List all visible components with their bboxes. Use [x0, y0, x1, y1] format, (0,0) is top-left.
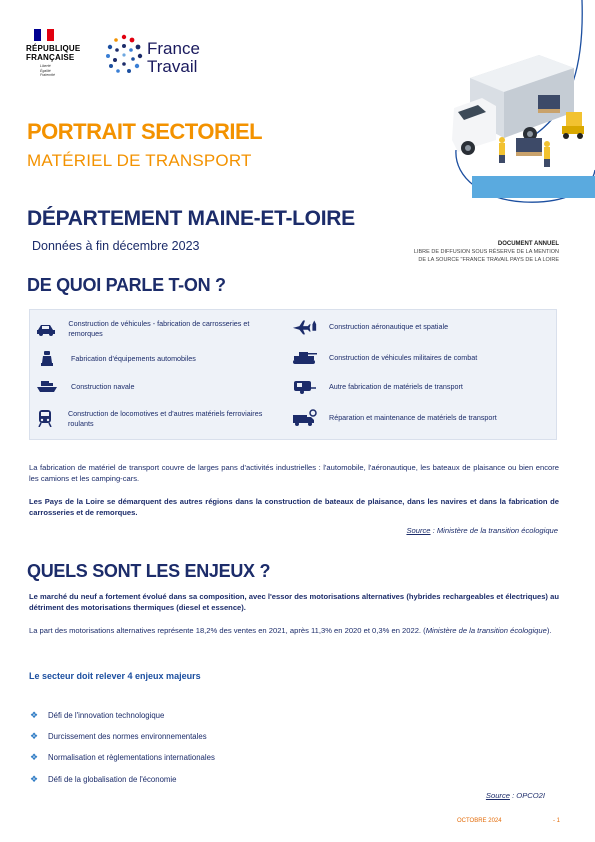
list-item: ❖ Défi de l'innovation technologique	[30, 710, 165, 720]
car-icon	[34, 322, 57, 336]
ship-icon	[34, 380, 60, 394]
market-paragraph: Le marché du neuf a fortement évolué dans sa composition, avec l'essor des motorisations alternatives (hybrides rechargeables et électriques) au détriment des motorisations thermiques (diesel et essence).	[29, 592, 559, 612]
document-notice: DOCUMENT ANNUEL LIBRE DE DIFFUSION SOUS RÉSERVE DE LA MENTION DE LA SOURCE "FRANCE TRAVAIL PAYS DE LA LOIRE	[413, 241, 559, 263]
republique-francaise-logo: RÉPUBLIQUE FRANÇAISE	[26, 44, 81, 62]
truck-loading-illustration	[434, 0, 595, 205]
diamond-bullet-icon: ❖	[30, 731, 39, 741]
activity-item: Autre fabrication de matériels de transport	[292, 380, 552, 394]
list-item: ❖ Durcissement des normes environnementales	[30, 731, 207, 741]
truck-repair-icon	[292, 409, 318, 427]
republique-motto: Liberté Égalité Fraternité	[40, 64, 55, 77]
share-paragraph: La part des motorisations alternatives représente 18,2% des ventes en 2021, après 11,3% en 2020 et 0,3% en 2022. (Ministère de la transition écologique).	[29, 626, 552, 635]
activity-item: Fabrication d'équipements automobiles	[34, 351, 264, 367]
department-title: DÉPARTEMENT MAINE-ET-LOIRE	[27, 207, 355, 230]
activity-item: Construction aéronautique et spatiale	[292, 319, 552, 335]
plane-rocket-icon	[292, 319, 318, 335]
activity-item: Construction navale	[34, 380, 264, 394]
train-icon	[34, 410, 57, 427]
activity-item: Construction de véhicules militaires de combat	[292, 351, 552, 365]
source-line: Source : Ministère de la transition écologique	[406, 526, 558, 535]
portrait-sectoriel-title: PORTRAIT SECTORIEL	[27, 119, 263, 144]
sector-subtitle: MATÉRIEL DE TRANSPORT	[27, 151, 252, 170]
france-travail-wordmark: France Travail	[147, 39, 200, 76]
france-travail-logo-icon	[104, 33, 144, 75]
source-line: Source : OPCO2I	[485, 791, 545, 800]
page-number: - 1	[553, 818, 561, 824]
intro-paragraph: La fabrication de matériel de transport couvre de larges pans d'activités industrielles : l'automobile, l'aéronautique, les bateaux de plaisance ou bien encore les camions et les camping-cars.	[29, 463, 559, 483]
activity-item: Réparation et maintenance de matériels de transport	[292, 409, 552, 427]
diamond-bullet-icon: ❖	[30, 752, 39, 762]
diamond-bullet-icon: ❖	[30, 774, 39, 784]
highlight-paragraph: Les Pays de la Loire se démarquent des autres régions dans la construction de bateaux de plaisance, dans les navires et dans la fabrication de carrosseries et de remorques.	[29, 497, 559, 517]
section-heading-quoi: DE QUOI PARLE T-ON ?	[27, 275, 226, 295]
list-item: ❖ Défi de la globalisation de l'économie	[30, 774, 177, 784]
diamond-bullet-icon: ❖	[30, 710, 39, 720]
footer-date: OCTOBRE 2024	[457, 818, 502, 824]
activity-item: Construction de locomotives et d'autres matériels ferroviaires roulants	[34, 409, 264, 428]
list-item: ❖ Normalisation et règlementations internationales	[30, 752, 215, 762]
enjeux-subheading: Le secteur doit relever 4 enjeux majeurs	[29, 671, 201, 681]
data-date: Données à fin décembre 2023	[32, 239, 200, 253]
republique-flag-icon	[34, 29, 54, 41]
car-seat-icon	[34, 351, 60, 367]
tank-icon	[292, 351, 318, 365]
section-heading-enjeux: QUELS SONT LES ENJEUX ?	[27, 561, 271, 581]
activities-box	[29, 309, 557, 440]
activity-item: Construction de véhicules - fabrication de carrosseries et remorques	[34, 319, 264, 338]
caravan-icon	[292, 380, 318, 394]
